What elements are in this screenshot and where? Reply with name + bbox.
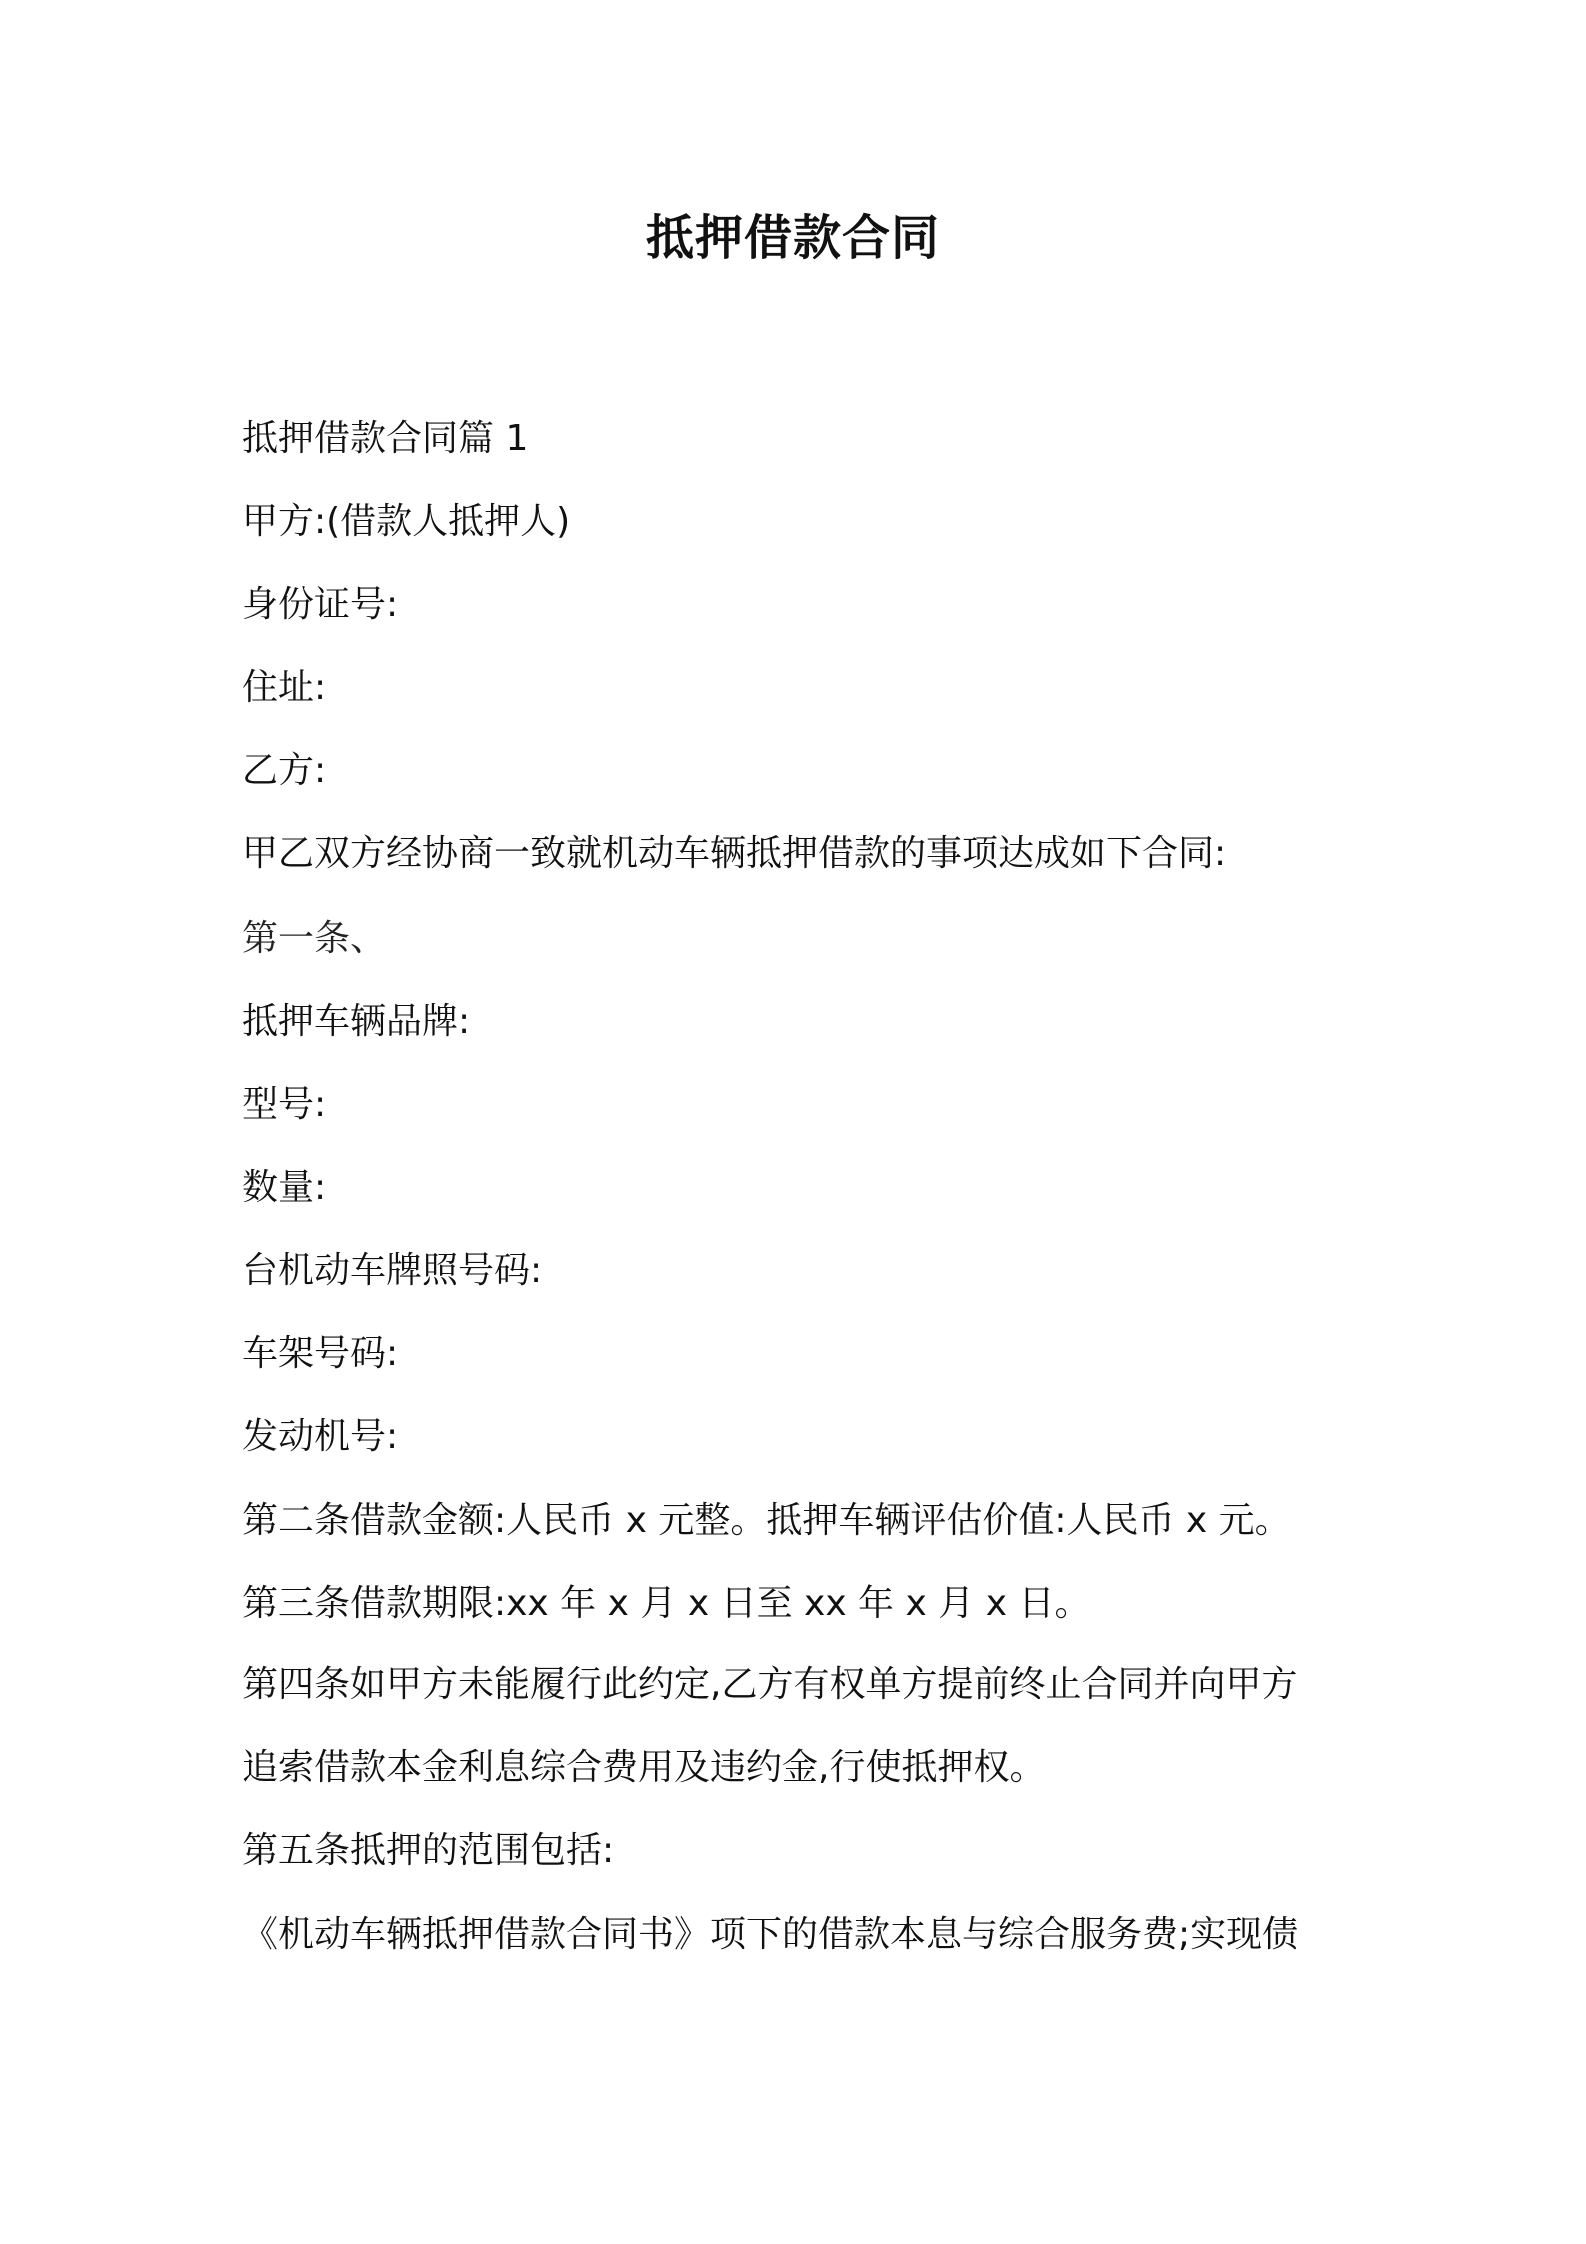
vehicle-model-line: 型号: xyxy=(242,1084,327,1125)
article-one-heading: 第一条、 xyxy=(242,918,387,959)
agreement-intro: 甲乙双方经协商一致就机动车辆抵押借款的事项达成如下合同: xyxy=(242,833,1227,874)
document-title: 抵押借款合同 xyxy=(645,210,940,266)
vehicle-quantity-line: 数量: xyxy=(242,1167,327,1208)
license-plate-line: 台机动车牌照号码: xyxy=(242,1250,543,1291)
section-heading: 抵押借款合同篇 1 xyxy=(242,418,529,459)
vehicle-brand-line: 抵押车辆品牌: xyxy=(242,1001,471,1042)
id-number-line: 身份证号: xyxy=(242,584,399,625)
party-a-line: 甲方:(借款人抵押人) xyxy=(242,501,571,542)
article-four-line-2: 追索借款本金利息综合费用及违约金,行使抵押权。 xyxy=(242,1747,1046,1788)
article-four-line-1: 第四条如甲方未能履行此约定,乙方有权单方提前终止合同并向甲方 xyxy=(242,1664,1298,1705)
article-two-line: 第二条借款金额:人民币 x 元整。抵押车辆评估价值:人民币 x 元。 xyxy=(242,1500,1291,1541)
engine-number-line: 发动机号: xyxy=(242,1416,399,1457)
frame-number-line: 车架号码: xyxy=(242,1333,399,1374)
article-five-line: 第五条抵押的范围包括: xyxy=(242,1830,615,1871)
party-b-line: 乙方: xyxy=(242,750,327,791)
article-five-scope-line: 《机动车辆抵押借款合同书》项下的借款本息与综合服务费;实现债 xyxy=(242,1914,1299,1955)
address-line: 住址: xyxy=(242,667,327,708)
article-three-line: 第三条借款期限:xx 年 x 月 x 日至 xx 年 x 月 x 日。 xyxy=(242,1583,1091,1624)
